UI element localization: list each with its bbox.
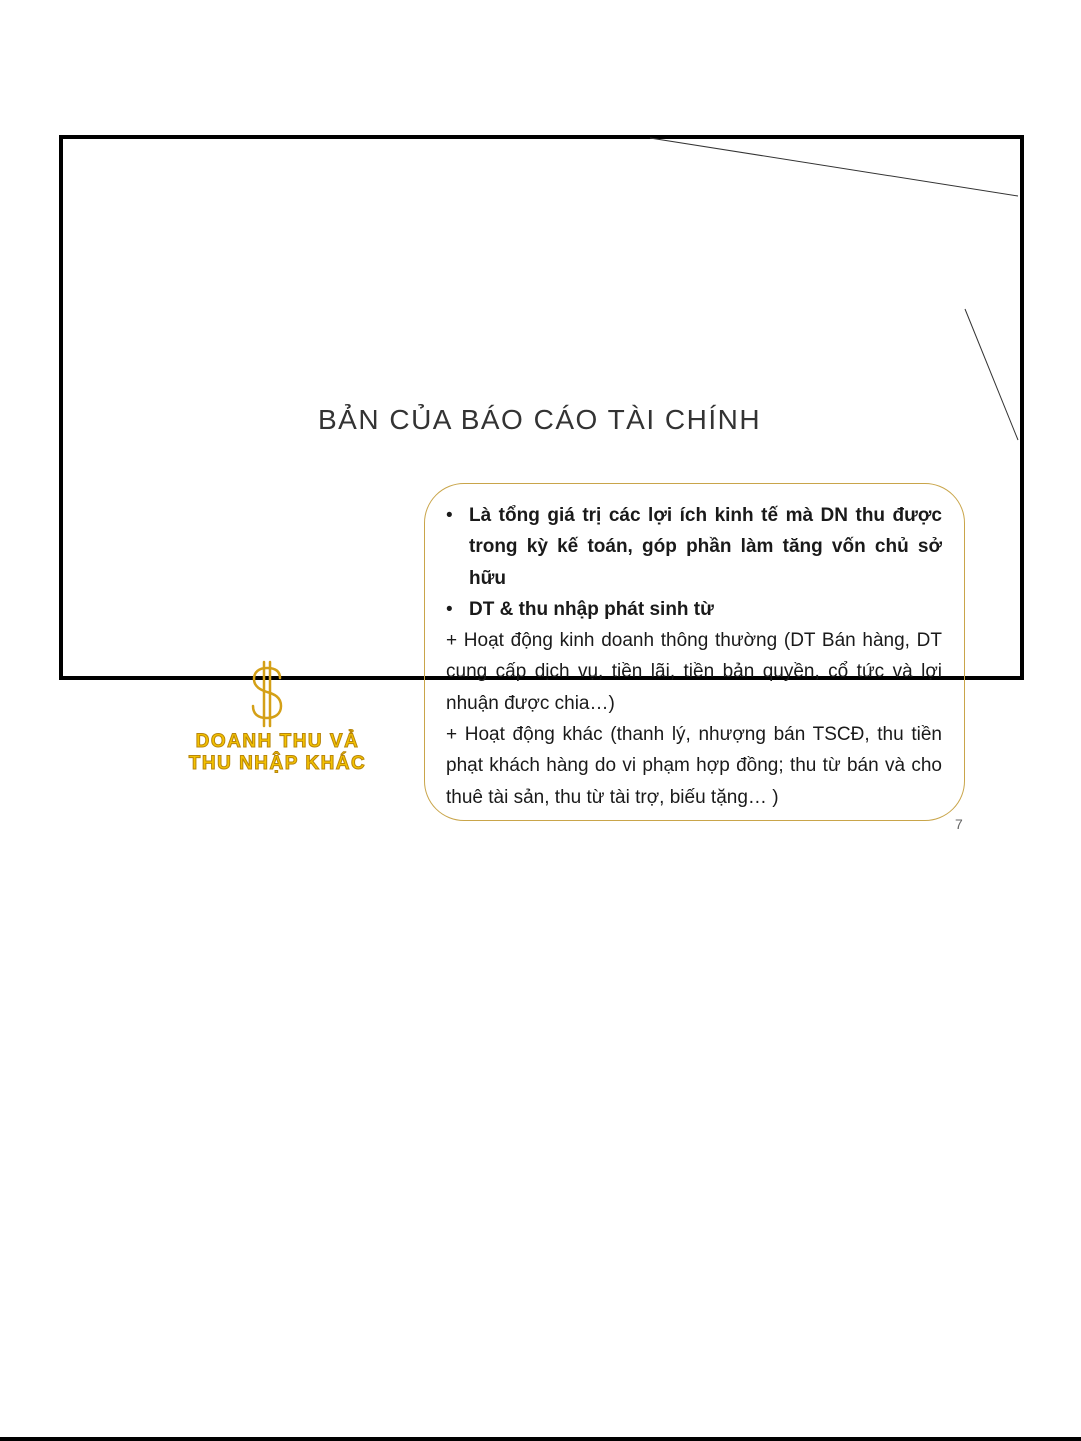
paragraph-normal-activities: + Hoạt động kinh doanh thông thường (DT Bán hàng, DT cung cấp dịch vụ, tiền lãi, tiền bản quyền, cổ tức và lợi nhuận được chia…) (446, 630, 942, 714)
paragraph-other-activities: + Hoạt động khác (thanh lý, nhượng bán TSCĐ, thu tiền phạt khách hàng do vi phạm hợp đồng; thu từ bán và cho thuê tài sản, thu từ tài trợ, biếu tặng… ) (446, 724, 942, 808)
logo-text-line-2: THU NHẬP KHÁC (188, 753, 367, 774)
logo-text (170, 731, 385, 775)
dollar-sign-icon (247, 660, 287, 730)
page-number: 7 (955, 816, 963, 832)
bullet-item-sources: • DT & thu nhập phát sinh từ (446, 594, 942, 625)
slide-title: BẢN CỦA BÁO CÁO TÀI CHÍNH (318, 404, 762, 435)
content-text-block (446, 500, 942, 813)
bullet-item-definition: • Là tổng giá trị các lợi ích kinh tế mà DN thu được trong kỳ kế toán, góp phần làm tăng vốn chủ sở hữu (446, 500, 942, 594)
bottom-rule (0, 1437, 1081, 1441)
logo-text-line-1: DOANH THU VẢ (195, 731, 360, 752)
